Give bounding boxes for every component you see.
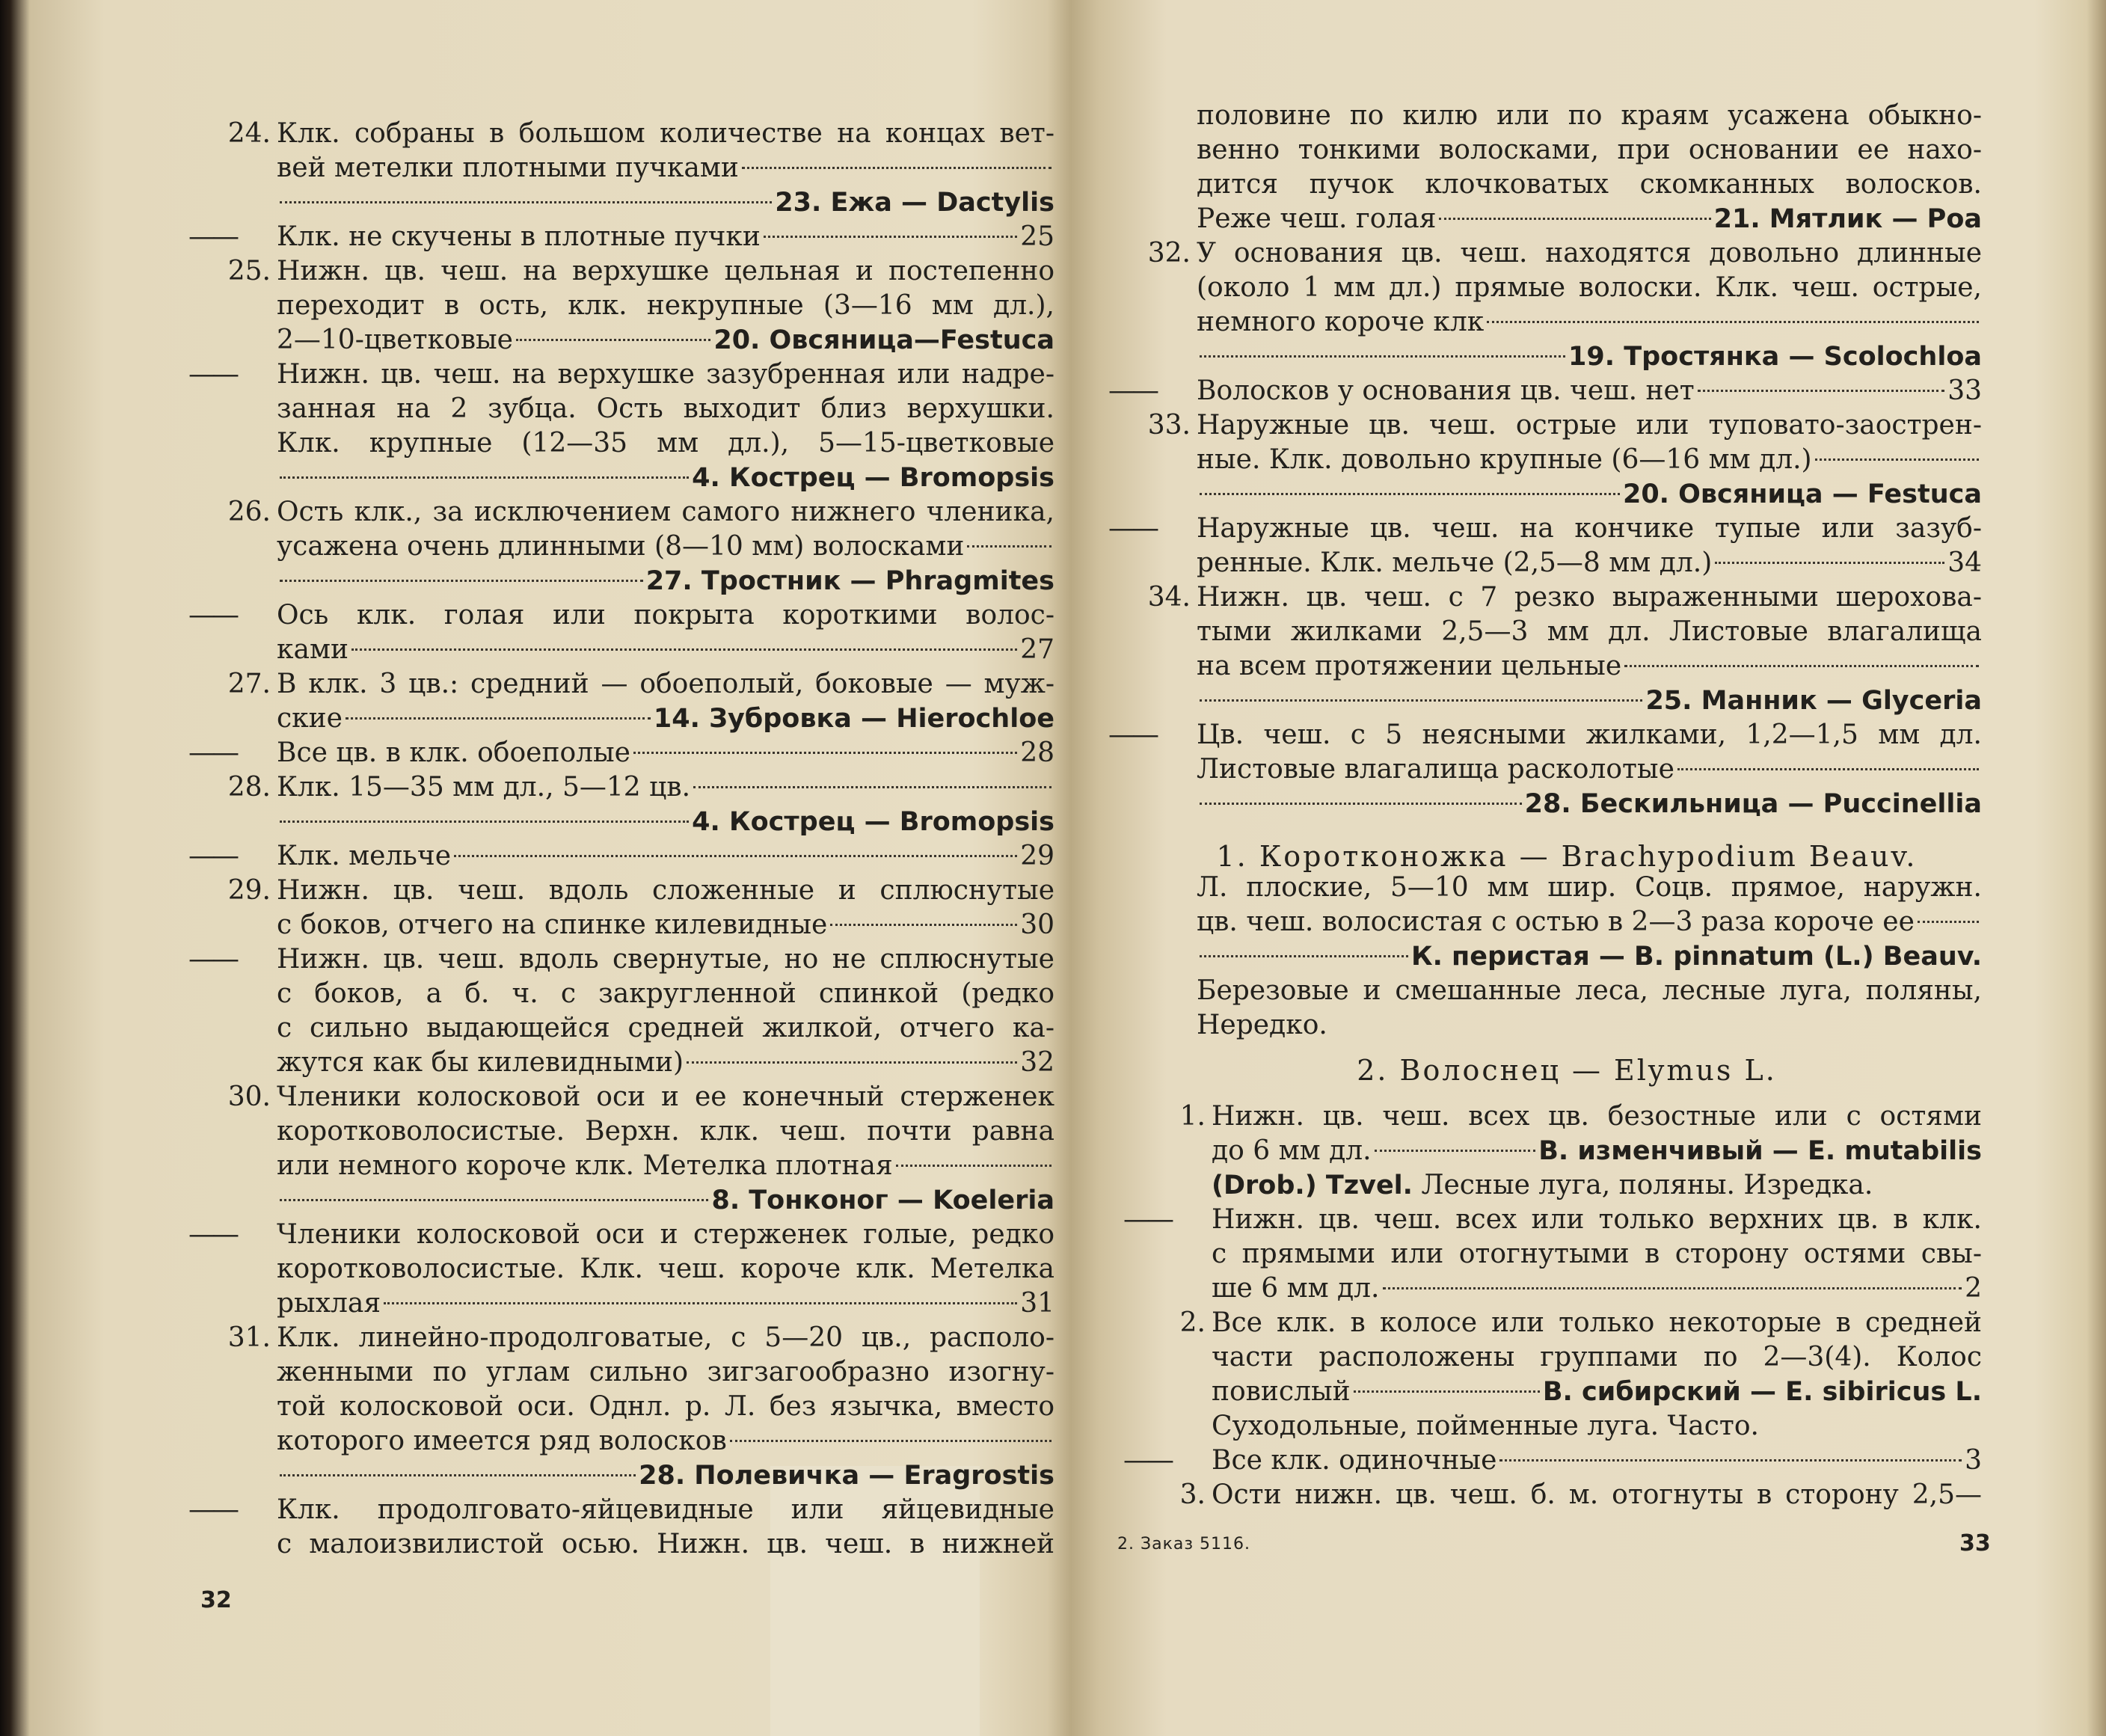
text-line: Нижн. цв. чеш. всех или только верхних цв. в клк. [1212,1204,1982,1235]
line-text: Волосков у основания цв. чеш. нет [1197,375,1695,406]
text-line [1197,374,1982,408]
text-line: Наружные цв. чеш. на кончике тупые или зазуб- [1197,513,1982,544]
line-text: Все клк. одиночные [1212,1445,1497,1476]
line-text: Клк. мельче [277,841,451,871]
species-result: В. изменчивый — E. mutabilis [1538,1136,1982,1166]
line-text: повислый [1212,1376,1351,1407]
couplet-number: 27. [227,669,271,699]
text-line [277,151,1054,185]
alt-dash: —— [188,600,236,631]
go-to-number: 27 [1020,634,1054,665]
text-line: коротковолосистые. Верхн. клк. чеш. почти равна [277,1116,1054,1147]
text-line: Нередко. [1197,1010,1327,1040]
text-line [277,1459,1054,1493]
dot-leader [633,752,1017,754]
dot-leader [280,580,643,582]
dot-leader [830,924,1017,926]
genus-result: 21. Мятлик — Poa [1713,204,1982,234]
line-text: вей метелки плотными пучками [277,153,739,183]
dot-leader [1624,665,1979,667]
dot-leader [1715,562,1944,564]
go-to-number: 33 [1947,375,1982,406]
couplet-number: 34. [1147,582,1191,613]
dot-leader [454,855,1017,857]
go-to-number: 31 [1020,1288,1054,1319]
text-line: У основания цв. чеш. находятся довольно длинные [1197,238,1982,269]
couplet-number: 1. [1179,1101,1206,1132]
dot-leader [1815,458,1979,461]
alt-dash: —— [188,841,236,871]
dot-leader [1439,218,1710,220]
line-text: рыхлая [277,1288,381,1319]
dot-leader [1487,321,1979,323]
dot-leader [896,1165,1052,1167]
text-line [1197,939,1982,974]
text-line: Нижн. цв. чеш. с 7 резко выраженными шерохова- [1197,582,1982,613]
genus-result: 20. Овсяница — Festuca [1622,479,1982,509]
dot-leader [384,1302,1017,1304]
dot-leader [687,1061,1017,1064]
text-line: Членики колосковой оси и стерженек голые, редко [277,1219,1054,1250]
dot-leader [967,545,1052,548]
dot-leader [1200,493,1620,495]
printer-note: 2. Заказ 5116. [1117,1535,1251,1553]
text-line [1197,443,1982,477]
text-line [1212,1444,1982,1478]
text-line: В клк. 3 цв.: средний — обоеполый, боковые — муж- [277,669,1054,699]
dot-leader [1200,955,1408,957]
alt-dash: —— [188,1219,236,1250]
dot-leader [280,1474,636,1476]
text-line [277,770,1054,805]
text-line [277,220,1054,254]
text-line [277,633,1054,667]
line-text: или немного короче клк. Метелка плотная [277,1150,893,1181]
text-line: Ось клк. голая или покрыта короткими волос- [277,600,1054,631]
alt-dash: —— [1123,1445,1171,1476]
dot-leader [1677,768,1979,770]
line-text: с боков, отчего на спинке килевидные [277,910,828,940]
line-text: жутся как бы килевидными) [277,1047,684,1078]
alt-dash: —— [188,737,236,768]
text-line: с прямыми или отогнутыми в сторону остями свы- [1212,1239,1982,1269]
line-text: Клк. не скучены в плотные пучки [277,221,761,252]
dot-leader [280,1199,708,1201]
alt-dash: —— [188,944,236,975]
text-line: Березовые и смешанные леса, лесные луга, поляны, [1197,975,1982,1006]
text-line [1212,1168,1982,1203]
page-number: 33 [1959,1530,1991,1556]
text-line [1197,340,1982,374]
go-to-number: 29 [1020,841,1054,871]
text-line [1212,1134,1982,1168]
text-line: той колосковой оси. Однл. р. Л. без язычка, вместо [277,1391,1054,1422]
genus-result: 8. Тонконог — Koeleria [711,1186,1054,1215]
text-line: Клк. линейно-продолговатые, с 5—20 цв., располо- [277,1322,1054,1353]
alt-dash: —— [1108,513,1156,544]
text-line [1197,546,1982,580]
text-line: Все клк. в колосе или только некоторые в средней [1212,1307,1982,1338]
text-line: Клк. крупные (12—35 мм дл.), 5—15-цветковые [277,428,1054,458]
text-line: половине по килю или по краям усажена обыкно- [1197,100,1982,131]
line-text: до 6 мм дл. [1212,1135,1372,1166]
text-line [277,185,1054,220]
line-text: ками [277,634,349,665]
habitat-text: Лесные луга, поляны. Изредка. [1421,1170,1873,1200]
text-line: Л. плоские, 5—10 мм шир. Соцв. прямое, наружн. [1197,872,1982,903]
genus-result: 27. Тростник — Phragmites [645,566,1054,596]
line-text: Листовые влагалища расколотые [1197,754,1674,785]
text-line: Членики колосковой оси и ее конечный стерженек [277,1082,1054,1112]
text-line [277,908,1054,942]
text-line: Нижн. цв. чеш. всех цв. безостные или с остями [1212,1101,1982,1132]
dot-leader [516,339,710,341]
dot-leader [346,717,651,720]
text-line [1197,684,1982,718]
species-result: В. сибирский — E. sibiricus L. [1542,1377,1982,1407]
text-line: Суходольные, пойменные луга. Часто. [1212,1411,1759,1441]
species-result: К. перистая — B. pinnatum (L.) Beauv. [1410,942,1982,972]
go-to-number: 30 [1020,910,1054,940]
dot-leader [280,821,689,823]
couplet-number: 24. [227,118,271,149]
go-to-number: 28 [1020,737,1054,768]
alt-dash: —— [188,1494,236,1525]
text-line: венно тонкими волосками, при основании ее нахо- [1197,135,1982,165]
genus-heading: 1. Коротконожка — Brachypodium Beauv. [1216,840,1918,873]
dot-leader [1200,355,1565,358]
dot-leader [1918,921,1979,923]
line-text: на всем протяжении цельные [1197,651,1622,681]
text-line [277,1046,1054,1080]
dot-leader [1499,1459,1962,1462]
alt-dash: —— [188,359,236,390]
couplet-number: 33. [1147,410,1191,441]
line-text: цв. чеш. волосистая с остью в 2—3 раза короче ее [1197,907,1915,937]
text-line: с малоизвилистой осью. Нижн. цв. чеш. в нижней [277,1529,1054,1559]
text-line: с боков, а б. ч. с закругленной спинкой (редко [277,978,1054,1009]
dot-leader [280,476,689,479]
dot-leader [742,167,1052,169]
text-line: Нижн. цв. чеш. вдоль сложенные и сплюснутые [277,875,1054,906]
text-line: переходит в ость, клк. некрупные (3—16 мм дл.), [277,290,1054,321]
line-text: ские [277,703,343,734]
text-line [1197,202,1982,236]
text-line [277,530,1054,564]
genus-result: 20. Овсяница—Festuca [713,325,1054,355]
text-line [1197,752,1982,787]
couplet-number: 29. [227,875,271,906]
go-to-number: 25 [1020,221,1054,252]
line-text: ренные. Клк. мельче (2,5—8 мм дл.) [1197,548,1713,578]
dot-leader [693,786,1052,788]
couplet-number: 26. [227,497,271,527]
text-line [277,736,1054,770]
text-line: коротковолосистые. Клк. чеш. короче клк. Метелка [277,1254,1054,1284]
line-text: Реже чеш. голая [1197,203,1437,234]
dot-leader [1383,1287,1962,1289]
text-line: дится пучок клочковатых скомканных волосков. [1197,169,1982,200]
line-text: усажена очень длинными (8—10 мм) волосками [277,531,965,562]
genus-result: 23. Ежа — Dactylis [775,188,1054,218]
text-line: Наружные цв. чеш. острые или туповато-заострен- [1197,410,1982,441]
text-line: Ости нижн. цв. чеш. б. м. отогнуты в сторону 2,5— [1212,1479,1982,1510]
genus-result: 4. Кострец — Bromopsis [692,463,1054,493]
go-to-number: 34 [1947,548,1982,578]
text-line: Ость клк., за исключением самого нижнего членика, [277,497,1054,527]
line-text: немного короче клк [1197,307,1485,337]
text-line: Клк. продолговато-яйцевидные или яйцевидные [277,1494,1054,1525]
page-number: 32 [200,1587,232,1613]
dot-leader [1375,1150,1536,1152]
genus-result: 25. Манник — Glyceria [1645,686,1982,716]
text-line: Клк. собраны в большом количестве на концах вет- [277,118,1054,149]
line-text: ные. Клк. довольно крупные (6—16 мм дл.) [1197,444,1812,475]
text-line [277,1183,1054,1218]
text-line [277,1424,1054,1459]
genus-result: 28. Полевичка — Eragrostis [639,1461,1054,1491]
go-to-number: 32 [1020,1047,1054,1078]
dot-leader [1200,803,1522,805]
couplet-number: 2. [1179,1307,1206,1338]
text-line [1197,905,1982,939]
couplet-number: 25. [227,256,271,286]
couplet-number: 3. [1179,1479,1206,1510]
couplet-number: 31. [227,1322,271,1353]
go-to-number: 2 [1965,1273,1982,1304]
line-text: которого имеется ряд волосков [277,1426,727,1456]
text-line: Нижн. цв. чеш. на верхушке цельная и постепенно [277,256,1054,286]
genus-heading: 2. Волоснец — Elymus L. [1357,1054,1777,1087]
line-text: Клк. 15—35 мм дл., 5—12 цв. [277,772,691,803]
right-page [1077,0,2106,1736]
text-line: с сильно выдающейся средней жилкой, отчего ка- [277,1013,1054,1043]
text-line: занная на 2 зубца. Ость выходит близ верхушки. [277,393,1054,424]
alt-dash: —— [1108,375,1156,406]
dot-leader [1354,1390,1540,1393]
line-text: 2—10-цветковые [277,325,513,355]
text-line: части расположены группами по 2—3(4). Колос [1212,1342,1982,1372]
text-line [1197,787,1982,821]
text-line [277,1286,1054,1321]
text-line [277,1149,1054,1183]
dot-leader [730,1440,1052,1442]
couplet-number: 30. [227,1082,271,1112]
genus-result: 4. Кострец — Bromopsis [692,807,1054,837]
dot-leader [1200,699,1642,702]
genus-result: 28. Бескильница — Puccinellia [1524,789,1982,819]
text-line [1197,305,1982,340]
author-citation: (Drob.) Tzvel. [1212,1171,1413,1200]
alt-dash: —— [1123,1204,1171,1235]
text-line: (около 1 мм дл.) прямые волоски. Клк. чеш. острые, [1197,272,1982,303]
text-line: Нижн. цв. чеш. на верхушке зазубренная или надре- [277,359,1054,390]
alt-dash: —— [1108,720,1156,750]
text-line [1212,1272,1982,1306]
text-line [277,805,1054,839]
dot-leader [764,236,1017,238]
text-line [277,461,1054,495]
text-line [1212,1375,1982,1409]
text-line: Цв. чеш. с 5 неясными жилками, 1,2—1,5 мм дл. [1197,720,1982,750]
dot-leader [280,201,772,203]
text-line [277,702,1054,736]
text-line [277,839,1054,874]
text-line [1197,649,1982,684]
dot-leader [1698,390,1944,392]
line-text: ше 6 мм дл. [1212,1273,1380,1304]
couplet-number: 32. [1147,238,1191,269]
text-line: Нижн. цв. чеш. вдоль свернутые, но не сплюснутые [277,944,1054,975]
text-line: тыми жилками 2,5—3 мм дл. Листовые влагалища [1197,616,1982,647]
alt-dash: —— [188,221,236,252]
text-line: женными по углам сильно зигзагообразно изогну- [277,1357,1054,1387]
line-text: Все цв. в клк. обоеполые [277,737,630,768]
dot-leader [351,648,1017,651]
text-line [277,564,1054,598]
go-to-number: 3 [1965,1445,1982,1476]
genus-result: 14. Зубровка — Hierochloe [653,704,1054,734]
text-line [1197,477,1982,512]
genus-result: 19. Тростянка — Scolochloa [1568,342,1982,372]
text-line [277,323,1054,358]
couplet-number: 28. [227,772,271,803]
